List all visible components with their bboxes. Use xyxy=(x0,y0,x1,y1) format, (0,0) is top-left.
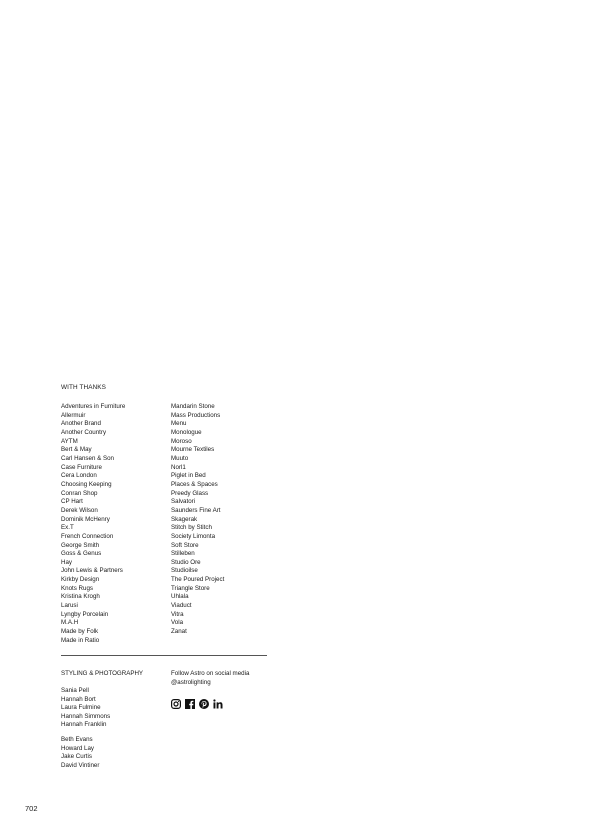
list-item: Hannah Franklin xyxy=(61,721,107,729)
list-item: Salvatori xyxy=(171,498,196,506)
list-item: Studio Ore xyxy=(171,558,201,566)
list-item: Larusi xyxy=(61,602,78,610)
list-item: Sania Pell xyxy=(61,687,89,694)
list-item: Mandarin Stone xyxy=(171,403,215,410)
list-item: Another Brand xyxy=(61,420,101,428)
list-item: Conran Shop xyxy=(61,489,98,497)
list-item: Society Limonta xyxy=(171,532,216,540)
list-item: Beth Evans xyxy=(61,736,93,743)
social-icons xyxy=(171,696,223,706)
instagram-icon[interactable] xyxy=(171,696,181,706)
page-number: 702 xyxy=(25,804,38,813)
list-item: Monologue xyxy=(171,428,202,436)
list-item: Laura Fulmine xyxy=(61,704,101,712)
list-item: Norl1 xyxy=(171,463,186,471)
list-item: Vitra xyxy=(171,610,184,618)
list-item: Moroso xyxy=(171,437,192,445)
list-item: Choosing Keeping xyxy=(61,480,112,488)
list-item: George Smith xyxy=(61,541,100,549)
styling-credits-group-1 xyxy=(61,687,110,730)
list-item: Kristina Krogh xyxy=(61,593,100,601)
list-item: Studioilse xyxy=(171,567,198,575)
list-item: The Poured Project xyxy=(171,576,225,584)
list-item: Soft Store xyxy=(171,541,199,549)
list-item: Jake Curtis xyxy=(61,753,92,761)
list-item: Saunders Fine Art xyxy=(171,506,221,514)
list-item: Ex.T xyxy=(61,524,74,532)
social-follow xyxy=(171,670,249,687)
list-item: Mourne Textiles xyxy=(171,446,215,454)
list-item: Mass Productions xyxy=(171,411,221,419)
list-item: Adventures in Furniture xyxy=(61,403,126,410)
list-item: Stilleben xyxy=(171,550,195,558)
list-item: Triangle Store xyxy=(171,584,210,592)
with-thanks-heading: WITH THANKS xyxy=(61,384,107,391)
facebook-icon[interactable] xyxy=(185,696,195,706)
list-item: Case Furniture xyxy=(61,463,102,471)
social-handle[interactable]: @astrolighting xyxy=(171,678,211,686)
list-item: M.A.H xyxy=(61,619,79,627)
follow-text: Follow Astro on social media xyxy=(171,670,250,677)
list-item: French Connection xyxy=(61,532,114,540)
list-item: CP Hart xyxy=(61,498,83,506)
thanks-list-left xyxy=(61,403,125,645)
list-item: Hay xyxy=(61,558,73,566)
list-item: Knots Rugs xyxy=(61,584,93,592)
list-item: Menu xyxy=(171,420,187,428)
list-item: Hannah Bort xyxy=(61,695,96,703)
styling-heading: STYLING & PHOTOGRAPHY xyxy=(61,670,144,677)
list-item: Stitch by Stitch xyxy=(171,524,212,532)
divider xyxy=(61,655,267,656)
list-item: Skagerak xyxy=(171,515,198,523)
list-item: Allermuir xyxy=(61,411,86,419)
list-item: Hannah Simmons xyxy=(61,712,111,720)
list-item: Kirkby Design xyxy=(61,576,100,584)
thanks-list-right xyxy=(171,403,224,637)
list-item: Viaduct xyxy=(171,602,192,610)
list-item: Cera London xyxy=(61,472,97,480)
list-item: Muuto xyxy=(171,454,189,462)
list-item: Derek Wilson xyxy=(61,506,98,514)
list-item: Preedy Glass xyxy=(171,489,209,497)
list-item: John Lewis & Partners xyxy=(61,567,123,575)
list-item: AYTM xyxy=(61,437,78,445)
list-item: David Vintiner xyxy=(61,761,100,769)
linkedin-icon[interactable] xyxy=(213,696,223,706)
list-item: Piglet in Bed xyxy=(171,472,206,480)
list-item: Goss & Genus xyxy=(61,550,102,558)
list-item: Howard Lay xyxy=(61,744,95,752)
list-item: Made by Folk xyxy=(61,628,99,636)
styling-credits-group-2 xyxy=(61,736,99,770)
list-item: Bert & May xyxy=(61,446,92,454)
list-item: Uhlala xyxy=(171,593,189,601)
list-item: Another Country xyxy=(61,428,107,436)
list-item: Lyngby Porcelain xyxy=(61,610,109,618)
pinterest-icon[interactable] xyxy=(199,696,209,706)
list-item: Zanat xyxy=(171,628,187,636)
list-item: Dominik McHenry xyxy=(61,515,110,523)
list-item: Vola xyxy=(171,619,184,627)
list-item: Places & Spaces xyxy=(171,480,218,488)
list-item: Carl Hansen & Son xyxy=(61,454,114,462)
list-item: Made in Ratio xyxy=(61,636,100,644)
